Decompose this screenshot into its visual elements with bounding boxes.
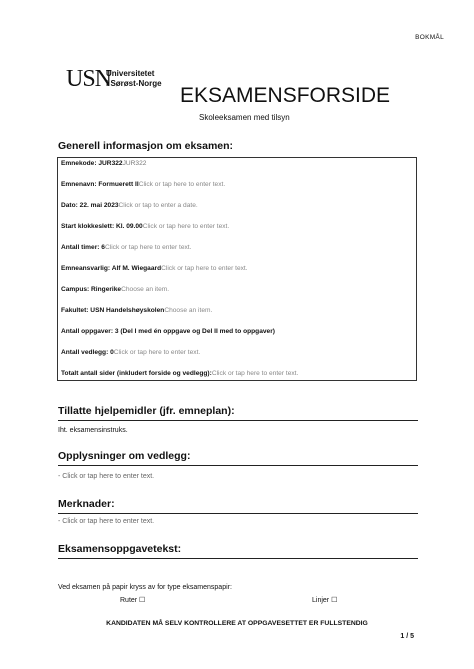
attachments-text[interactable]: - Click or tap here to enter text. [58,473,155,480]
page-number: 1 / 5 [400,633,414,640]
field-hours: Antall timer: 6Click or tap here to enter text. [61,244,192,251]
field-value[interactable]: Click or tap here to enter text. [113,349,201,356]
divider [58,513,418,514]
divider [58,558,418,559]
field-value[interactable]: Click or tap here to enter text. [211,370,299,377]
remarks-heading: Merknader: [58,498,115,510]
divider [58,465,418,466]
logo-mark: USN [66,66,112,92]
page-subtitle: Skoleeksamen med tilsyn [199,113,290,122]
field-value[interactable]: JUR322 [122,160,147,167]
grid-paper-checkbox[interactable]: Ruter ☐ [120,597,146,604]
field-attachment-count: Antall vedlegg: 0Click or tap here to enter text. [61,349,201,356]
footer-notice: KANDIDATEN MÅ SELV KONTROLLERE AT OPPGAVESETTET ER FULLSTENDIG [106,620,368,627]
aids-text: Iht. eksamensinstruks. [58,427,128,434]
field-course-code: Emnekode: JUR322JUR322 [61,160,147,167]
field-value[interactable]: Choose an item. [164,307,213,314]
language-label: BOKMÅL [415,34,444,41]
general-info-heading: Generell informasjon om eksamen: [58,140,234,152]
lined-paper-checkbox[interactable]: Linjer ☐ [312,597,338,604]
field-faculty: Fakultet: USN HandelshøyskolenChoose an item. [61,307,213,314]
field-value[interactable]: Click or tap here to enter text. [142,223,230,230]
field-course-responsible: Emneansvarlig: Alf M. WiegaardClick or tap here to enter text. [61,265,248,272]
field-value[interactable]: Choose an item. [121,286,170,293]
field-start-time: Start klokkeslett: Kl. 09.00Click or tap here to enter text. [61,223,230,230]
field-value[interactable]: Click or tap to enter a date. [118,202,198,209]
logo-line-1: Universitetet [106,69,155,78]
general-info-box [57,157,417,381]
attachments-heading: Opplysninger om vedlegg: [58,450,191,462]
exam-text-heading: Eksamensoppgavetekst: [58,543,182,555]
paper-instruction: Ved eksamen på papir kryss av for type eksamenspapir: [58,584,232,591]
field-value[interactable]: Click or tap here to enter text. [138,181,226,188]
field-value[interactable]: Click or tap here to enter text. [104,244,192,251]
remarks-text[interactable]: - Click or tap here to enter text. [58,518,155,525]
field-total-pages: Totalt antall sider (inkludert forside og vedlegg):Click or tap here to enter text. [61,370,299,377]
aids-heading: Tillatte hjelpemidler (jfr. emneplan): [58,405,235,417]
page-title: EKSAMENSFORSIDE [180,84,391,107]
field-date: Dato: 22. mai 2023Click or tap to enter a date. [61,202,198,209]
field-campus: Campus: RingerikeChoose an item. [61,286,170,293]
usn-logo [66,66,186,92]
field-task-count: Antall oppgaver: 3 (Del I med én oppgave og Del II med to oppgaver) [61,328,275,335]
field-course-name: Emnenavn: Formuerett IIClick or tap here to enter text. [61,181,226,188]
logo-line-2: i Sørøst-Norge [106,79,162,88]
divider [58,420,418,421]
field-value[interactable]: Click or tap here to enter text. [161,265,248,272]
